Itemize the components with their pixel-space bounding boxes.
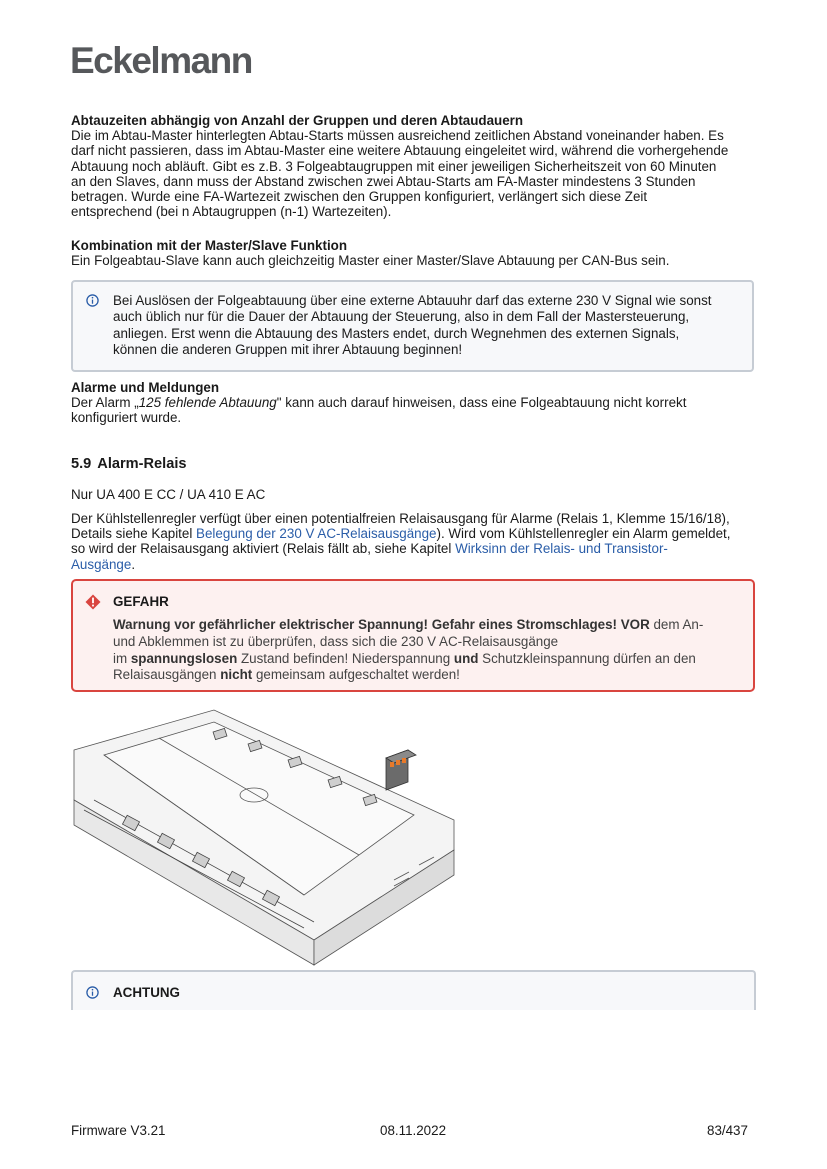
paragraph-line (71, 526, 761, 541)
danger-plain: gemeinsam aufgeschaltet werden! (252, 667, 460, 683)
info-icon (86, 986, 99, 999)
section-name: Alarm-Relais (97, 456, 187, 472)
paragraph-line: betragen. Wurde eine FA-Wartezeit zwischen den Gruppen konfiguriert, verlängert sich diese Zeit (71, 189, 648, 205)
danger-line (113, 651, 733, 668)
info-note (71, 280, 754, 372)
section-alarms (71, 380, 761, 426)
danger-bold: Warnung vor gefährlicher elektrischer Spannung! Gefahr eines Stromschlages! VOR (113, 617, 650, 632)
danger-icon (85, 594, 101, 610)
info-icon (86, 294, 99, 307)
paragraph-line: Abtauung noch abläuft. Gibt es z.B. 3 Folgeabtaugruppen mit einer jeweiligen Sicherheitszeit von 60 Minuten (71, 158, 717, 174)
danger-line: und Abklemmen ist zu überprüfen, dass sich die 230 V AC-Relaisausgänge (113, 633, 559, 649)
danger-title: GEFAHR (113, 594, 169, 609)
relay-plug-icon (386, 750, 416, 790)
danger-plain: Schutzkleinspannung dürfen an den (478, 650, 696, 666)
footer-page-number: 83/437 (707, 1123, 748, 1138)
paragraph-line (71, 395, 761, 410)
alarm-text-pre: Der Alarm „ (71, 395, 139, 411)
footer-firmware: Firmware V3.21 (71, 1123, 166, 1138)
warning-title: ACHTUNG (113, 985, 180, 1000)
danger-bold: spannungslosen (130, 650, 238, 666)
paragraph-line (71, 557, 761, 572)
paragraph-line: Die im Abtau-Master hinterlegten Abtau-Starts müssen ausreichend zeitlichen Abstand voneinander haben. Es (71, 128, 724, 144)
alarm-name: 125 fehlende Abtauung (138, 395, 277, 411)
danger-line (113, 667, 733, 684)
heading-alarms: Alarme und Meldungen (71, 380, 220, 395)
danger-box (71, 579, 755, 692)
note-line: auch üblich nur für die Dauer der Abtauung der Steuerung, also in dem Fall der Mastersteuerung, (113, 309, 690, 325)
link-relay-mode[interactable]: Wirksinn der Relais- und Transistor- (455, 541, 668, 557)
danger-line (113, 617, 733, 634)
warning-box (71, 970, 756, 1010)
text-fragment: so wird der Relaisausgang aktiviert (Relais fällt ab, siehe Kapitel (71, 541, 456, 557)
paragraph-line: entsprechend (bei n Abtaugruppen (n-1) Wartezeiten). (71, 204, 392, 220)
section-alarm-relay-text (71, 511, 761, 572)
text-fragment: ). Wird vom Kühlstellenregler ein Alarm gemeldet, (436, 526, 731, 542)
danger-plain: Relaisausgängen (113, 667, 221, 683)
danger-plain: im (113, 650, 131, 666)
danger-text (113, 617, 733, 684)
section-master-slave (71, 238, 761, 268)
link-relay-mode-cont[interactable]: Ausgänge (71, 556, 132, 572)
section-number: 5.9 (71, 456, 92, 472)
paragraph-line (71, 541, 761, 556)
section-defrost-times (71, 113, 761, 219)
scope-text: Nur UA 400 E CC / UA 410 E AC (71, 487, 266, 502)
paragraph-line: an den Slaves, dann muss der Abstand zwischen zwei Abtau-Starts am FA-Master mindestens 3 Stunden (71, 173, 696, 189)
note-line: Bei Auslösen der Folgeabtauung über eine externe Abtauuhr darf das externe 230 V Signal wie sonst (113, 293, 712, 308)
footer-date: 08.11.2022 (380, 1123, 447, 1138)
text-fragment: Details siehe Kapitel (71, 526, 197, 542)
heading-defrost-times: Abtauzeiten abhängig von Anzahl der Gruppen und deren Abtaudauern (71, 113, 524, 128)
danger-plain: dem An- (649, 617, 704, 632)
alarm-text-post: " kann auch darauf hinweisen, dass eine Folgeabtauung nicht korrekt (276, 395, 687, 411)
scope-line (71, 487, 761, 502)
note-line: können die anderen Gruppen mit ihrer Abtauung beginnen! (113, 342, 463, 358)
company-logo: Eckelmann (70, 40, 252, 81)
danger-plain: Zustand befinden! Niederspannung (237, 650, 454, 666)
note-line: anliegen. Erst wenn die Abtauung des Masters endet, durch Wegnehmen des externen Signals, (113, 325, 680, 341)
section-title (71, 456, 193, 472)
controller-device-illustration (64, 700, 464, 972)
info-note-text (113, 293, 738, 359)
danger-bold: nicht (220, 667, 253, 683)
heading-master-slave: Kombination mit der Master/Slave Funktion (71, 238, 348, 253)
paragraph-line: konfiguriert wurde. (71, 410, 182, 426)
link-relay-outputs[interactable]: Belegung der 230 V AC-Relaisausgänge (196, 526, 437, 542)
paragraph-line: Der Kühlstellenregler verfügt über einen potentialfreien Relaisausgang für Alarme (Relais 1, Klemme 15/16/18), (71, 511, 730, 526)
text-fragment: . (131, 556, 136, 572)
paragraph-line: Ein Folgeabtau-Slave kann auch gleichzeitig Master einer Master/Slave Abtauung per CAN-Bus sein. (71, 253, 670, 269)
danger-bold: und (453, 650, 479, 666)
paragraph-line: darf nicht passieren, dass im Abtau-Master eine weitere Abtauung eingeleitet wird, während die vorhergehende (71, 143, 729, 159)
